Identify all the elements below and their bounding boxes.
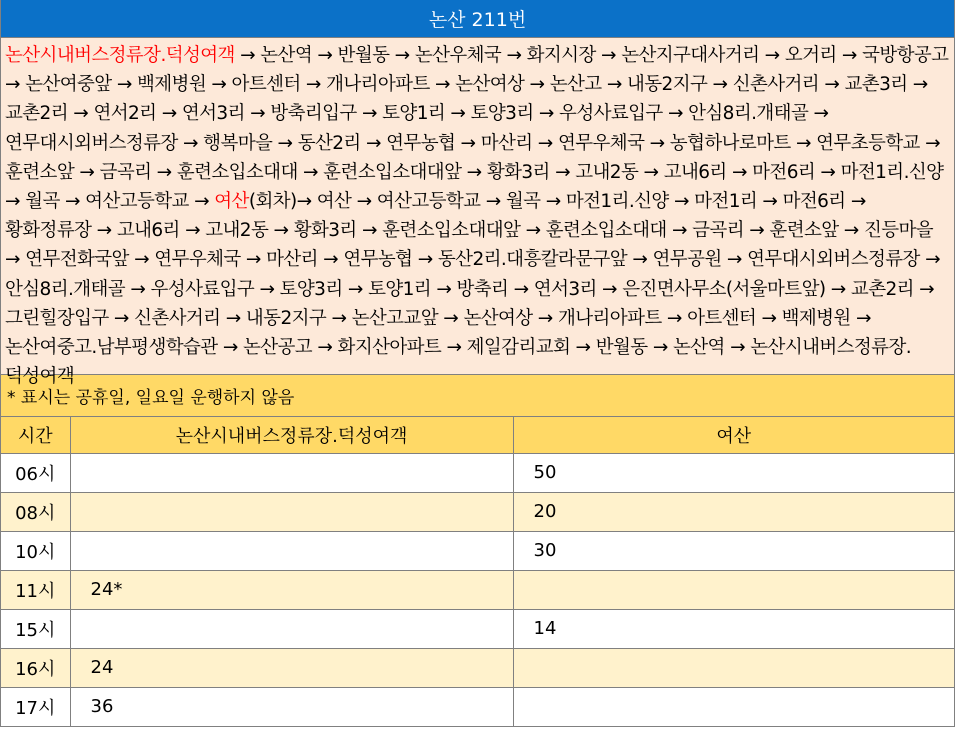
nonsan-departure-cell (70, 453, 513, 492)
hour-cell: 06시 (1, 453, 70, 492)
route-outbound-stops: → 논산역 → 반월동 → 논산우체국 → 화지시장 → 논산지구대사거리 → 오거리 → 국방항공고 → 논산여중앞 → 백제병원 → 아트센터 → 개나리아파트 → 논산여상 → 논산고 → 내동2지구 → 신촌사거리 → 교촌3리 → 교촌2리 → 연서2리 → 연서3리 → 방축리입구 → 토양1리 → 토양3리 → 우성사료입구 → 안심8리.개태골 → 연무대시외버스정류장 → 행복마을 → 동산2리 → 연무농협 → 마산리 → 연무우체국 → 농협하나로마트 → 연무초등학교 → 훈련소앞 → 금곡리 → 훈련소입소대대 → 훈련소입소대대앞 → 황화3리 → 고내2동 → 고내6리 → 마전6리 → 마전1리.신양 → 월곡 → 여산고등학교 → (5, 45, 949, 213)
route-description (1, 38, 954, 388)
yeosan-departure-cell: 50 (513, 453, 954, 492)
nonsan-departure-cell: 24* (70, 570, 513, 609)
hour-cell: 11시 (1, 570, 70, 609)
yeosan-departure-cell: 30 (513, 531, 954, 570)
yeosan-departure-cell (513, 687, 954, 726)
schedule-note: * 표시는 공휴일, 일요일 운행하지 않음 (1, 375, 954, 417)
table-row (1, 609, 954, 648)
yeosan-departure-cell: 20 (513, 492, 954, 531)
hour-cell: 08시 (1, 492, 70, 531)
nonsan-departure-cell: 36 (70, 687, 513, 726)
route-origin-stop: 논산시내버스정류장.덕성여객 (5, 45, 235, 66)
schedule-table (1, 417, 954, 727)
header-time: 시간 (1, 417, 70, 453)
hour-cell: 10시 (1, 531, 70, 570)
table-header-row (1, 417, 954, 453)
nonsan-departure-cell: 24 (70, 648, 513, 687)
table-row (1, 570, 954, 609)
route-turnaround-stop: 여산 (214, 191, 249, 213)
table-row (1, 531, 954, 570)
nonsan-departure-cell (70, 609, 513, 648)
nonsan-departure-cell (70, 492, 513, 531)
hour-cell: 17시 (1, 687, 70, 726)
yeosan-departure-cell (513, 648, 954, 687)
table-row (1, 492, 954, 531)
nonsan-departure-cell (70, 531, 513, 570)
route-title: 논산 211번 (1, 0, 954, 38)
yeosan-departure-cell (513, 570, 954, 609)
hour-cell: 15시 (1, 609, 70, 648)
yeosan-departure-cell: 14 (513, 609, 954, 648)
table-row (1, 648, 954, 687)
table-row (1, 687, 954, 726)
route-return-stops: (회차)→ 여산 → 여산고등학교 → 월곡 → 마전1리.신양 → 마전1리 → 마전6리 → 황화정류장 → 고내6리 → 고내2동 → 황화3리 → 훈련소입소대대앞 → 훈련소입소대대 → 금곡리 → 훈련소앞 → 진등마을 → 연무전화국앞 → 연무우체국 → 마산리 → 연무농협 → 동산2리.대흥칼라문구앞 → 연무공원 → 연무대시외버스정류장 → 안심8리.개태골 → 우성사료입구 → 토양3리 → 토양1리 → 방축리 → 연서3리 → 은진면사무소(서울마트앞) → 교촌2리 → 그린힐장입구 → 신촌사거리 → 내동2지구 → 논산고교앞 → 논산여상 → 개나리아파트 → 아트센터 → 백제병원 → 논산여중고.남부평생학습관 → 논산공고 → 화지산아파트 → 제일감리교회 → 반월동 → 논산역 → 논산시내버스정류장.덕성여객 (5, 191, 940, 388)
header-from-nonsan: 논산시내버스정류장.덕성여객 (70, 417, 513, 453)
table-row (1, 453, 954, 492)
header-from-yeosan: 여산 (513, 417, 954, 453)
hour-cell: 16시 (1, 648, 70, 687)
